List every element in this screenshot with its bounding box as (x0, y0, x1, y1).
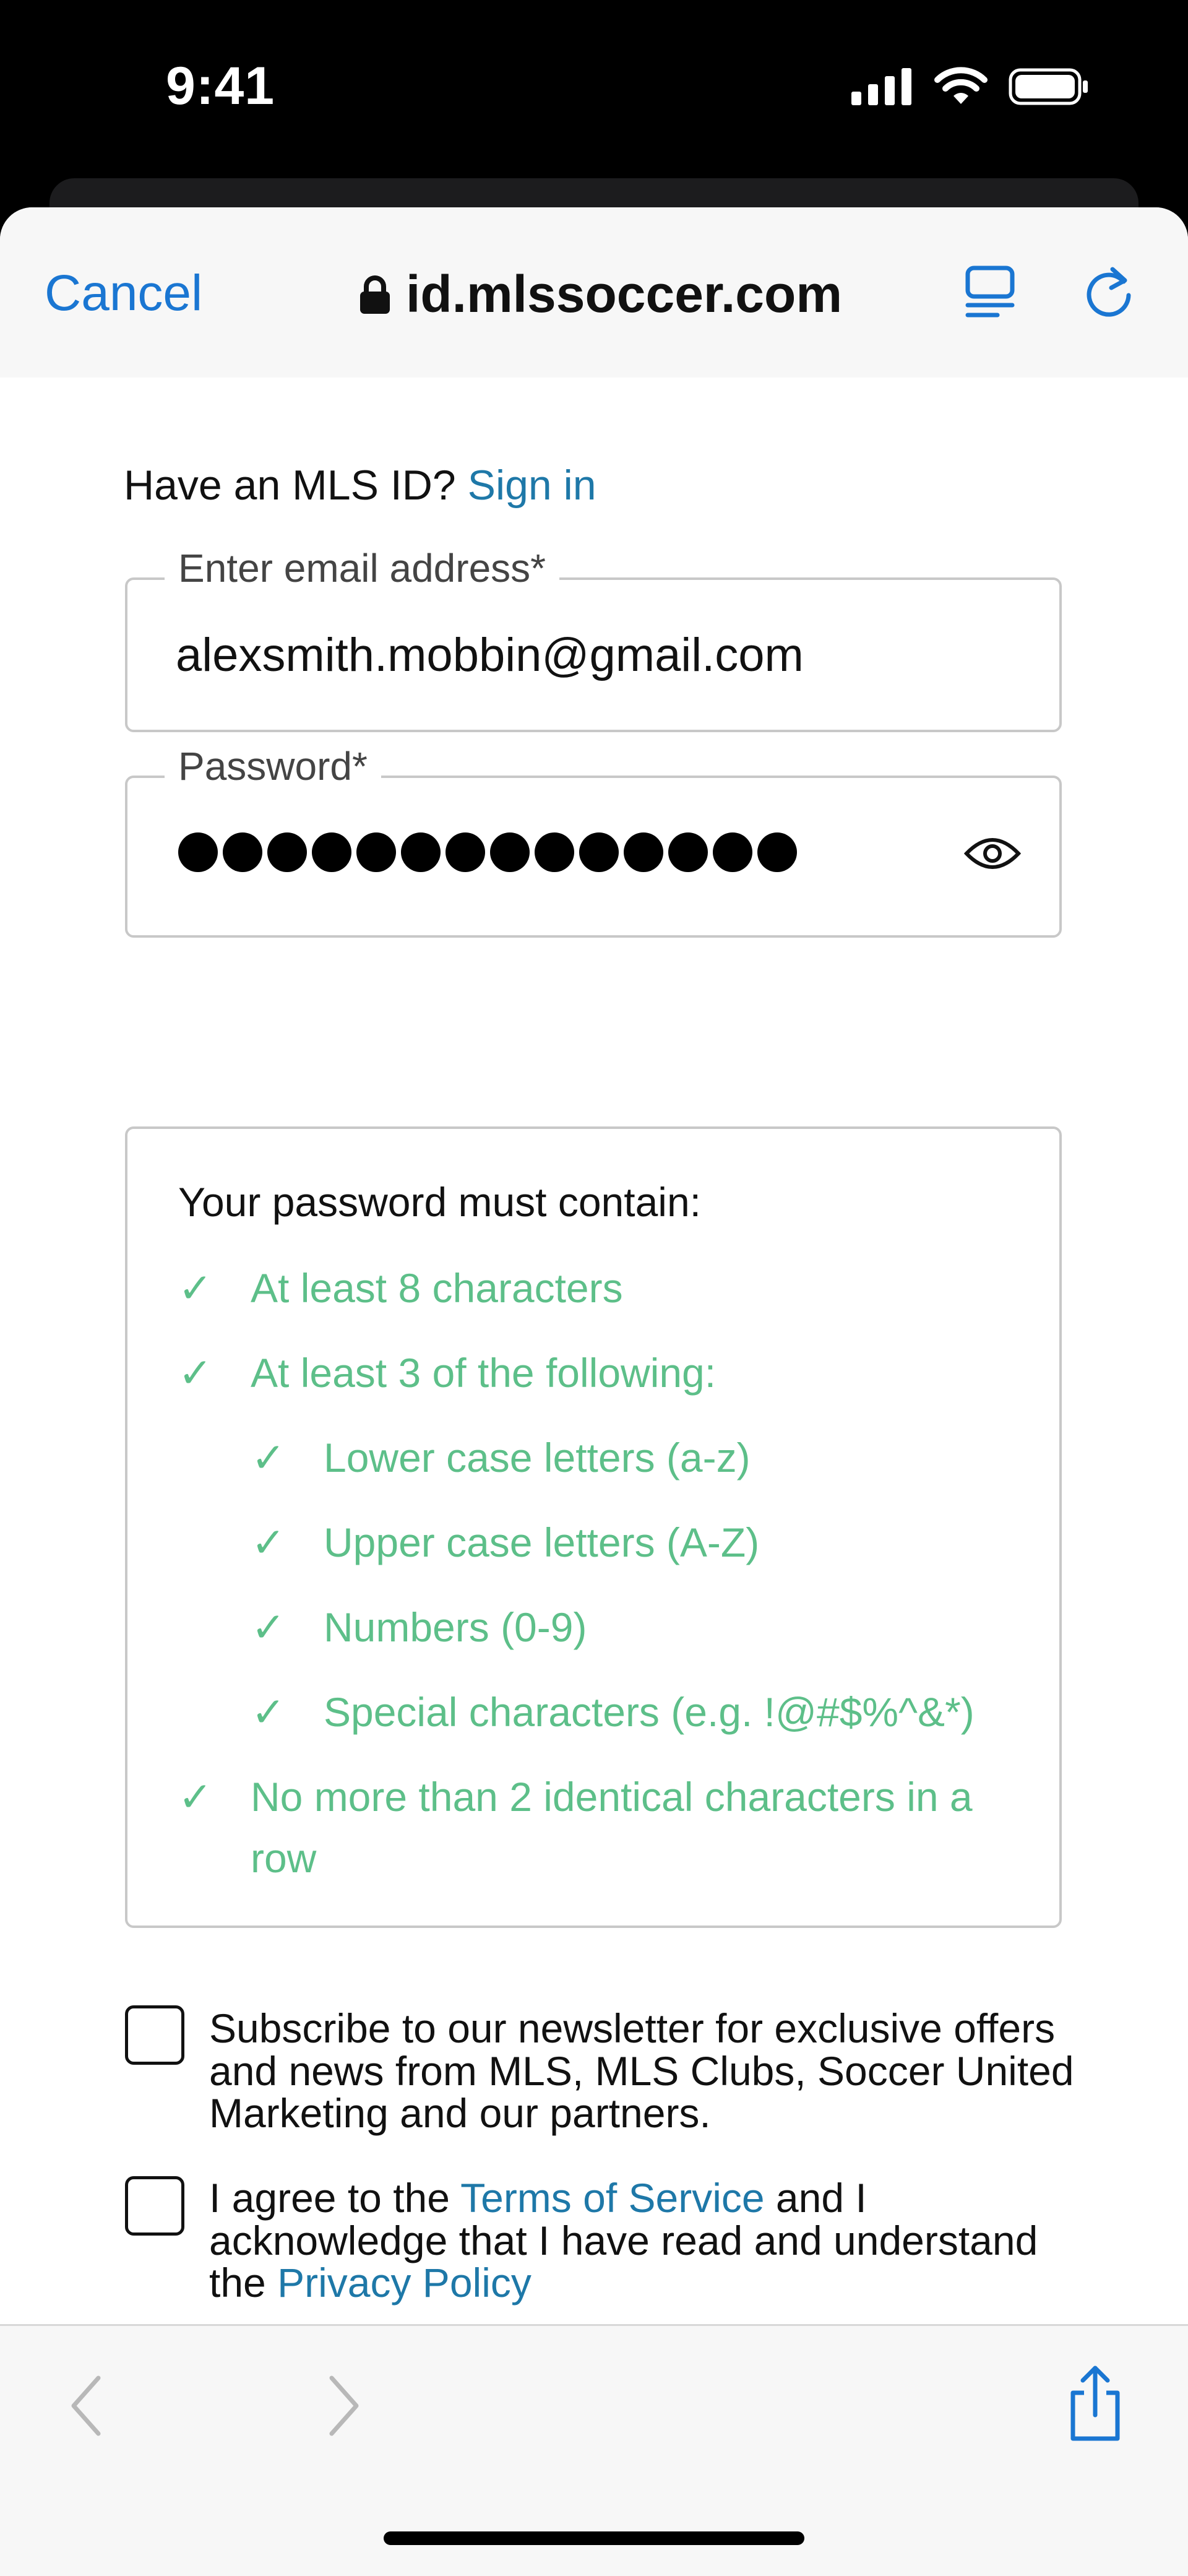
chevron-right-icon[interactable] (322, 2372, 365, 2440)
password-dot (223, 832, 262, 872)
password-dot (490, 832, 530, 872)
check-icon: ✓ (251, 1519, 286, 1565)
password-dot (668, 832, 708, 872)
check-icon: ✓ (251, 1689, 286, 1735)
signin-line (124, 461, 596, 509)
battery-icon (1009, 68, 1089, 105)
newsletter-text: Subscribe to our newsletter for exclusive offers and news from MLS, MLS Clubs, Soccer United Marketing and our partners. (209, 2005, 1074, 2137)
url-bar[interactable] (359, 264, 842, 324)
requirements-title: Your password must contain: (178, 1179, 702, 1225)
terms-text: I agree to the Terms of Service and I acknowledge that I have read and understand the Privacy Policy (209, 2175, 1038, 2306)
requirement-item: ✓ Upper case letters (A-Z) (251, 1512, 759, 1573)
chevron-left-icon[interactable] (65, 2372, 108, 2440)
password-dot (535, 832, 574, 872)
password-dots (178, 832, 797, 872)
reload-icon[interactable] (1078, 261, 1140, 322)
password-dot (312, 832, 351, 872)
lock-icon (359, 274, 391, 315)
email-label: Enter email address* (165, 545, 559, 591)
status-icons (851, 67, 1089, 106)
check-icon: ✓ (178, 1350, 213, 1396)
signin-prompt: Have an MLS ID? (124, 462, 456, 509)
check-icon: ✓ (178, 1774, 213, 1820)
email-value: alexsmith.mobbin@gmail.com (176, 629, 804, 681)
browser-header (0, 207, 1188, 379)
password-dot (757, 832, 797, 872)
password-dot (579, 832, 619, 872)
password-dot (401, 832, 441, 872)
requirement-item: ✓ Lower case letters (a-z) (251, 1427, 751, 1489)
password-dot (267, 832, 307, 872)
terms-of-service-link[interactable]: Terms of Service (460, 2175, 765, 2221)
password-dot (446, 832, 485, 872)
reader-icon[interactable] (959, 261, 1021, 322)
check-icon: ✓ (178, 1265, 213, 1311)
browser-sheet (0, 207, 1188, 2574)
requirement-item: ✓ Numbers (0-9) (251, 1597, 587, 1658)
url-text: id.mlssoccer.com (406, 265, 843, 323)
password-dot (713, 832, 752, 872)
status-time: 9:41 (166, 56, 275, 116)
wifi-icon (933, 67, 989, 106)
newsletter-checkbox[interactable] (125, 2005, 184, 2065)
password-dot (356, 832, 396, 872)
status-bar (0, 0, 1188, 179)
password-dot (624, 832, 663, 872)
password-label: Password* (165, 743, 381, 789)
signup-form (0, 378, 1188, 2358)
requirement-item: ✓ No more than 2 identical characters in a row (178, 1766, 983, 1889)
eye-icon[interactable] (964, 835, 1021, 872)
privacy-policy-link[interactable]: Privacy Policy (277, 2260, 532, 2306)
requirement-item: ✓ Special characters (e.g. !@#$%^&*) (251, 1682, 975, 1743)
check-icon: ✓ (251, 1604, 286, 1650)
terms-checkbox[interactable] (125, 2176, 184, 2236)
password-field[interactable] (125, 744, 1062, 938)
check-icon: ✓ (251, 1435, 286, 1480)
share-icon[interactable] (1064, 2363, 1126, 2444)
password-dot (178, 832, 218, 872)
password-requirements (125, 1126, 1062, 1928)
signin-link[interactable]: Sign in (467, 462, 596, 509)
requirement-item: ✓ At least 8 characters (178, 1258, 623, 1319)
email-field[interactable] (125, 546, 1062, 732)
cancel-button[interactable]: Cancel (45, 265, 203, 321)
home-indicator (384, 2531, 804, 2545)
signal-icon (851, 68, 913, 105)
requirement-item: ✓ At least 3 of the following: (178, 1342, 716, 1404)
